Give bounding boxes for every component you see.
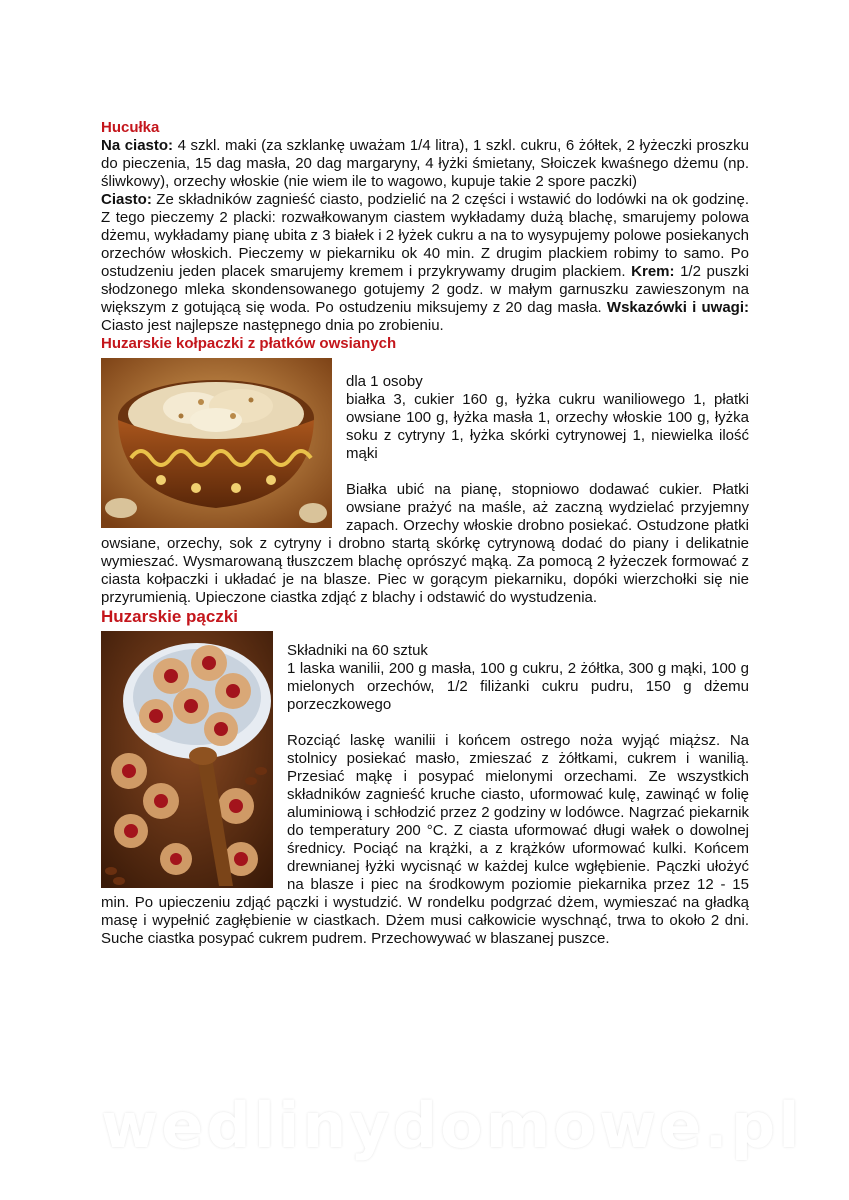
recipe-paczki: [101, 607, 749, 948]
photo-oat-cookies-bowl: [101, 358, 332, 528]
recipe-title-kolpaczki: Huzarskie kołpaczki z płatków owsianych: [101, 335, 397, 352]
method-text: Rozciąć laskę wanilii i końcem ostrego noża wyjąć miąższ. Na stolnicy posiekać masło, zmieszać z żółtkami, cukrem i wanilią. Przesiać mąkę i posypać mielonymi orzechami. Ze wszystkich składników zagnieść kruche ciasto, uformować kulę, zawinąć w folię aluminiową i schłodzić przez 2 godziny w lodówce. Nagrzać piekarnik do temperatury 200 °C. Z ciasta uformować długi wałek o dowolnej średnicy. Pociąć na krążki, a z krążków uformować kulki. Końcem drewnianej łyżki wycisnąć w każdej kulce wgłębienie. Pączki ułożyć na blasze i piec na środkowym poziomie piekarnika przez 12 - 15 min. Po upieczeniu zdjąć pączki i wystudzić. W rondelku podgrzać dżem, wymieszać na gładką masę i wypełnić zagłębienie w ciastkach. Dżem musi całkowicie wyschnąć, trwa to około 2 dni. Suche ciastka posypać cukrem pudrem. Przechowywać w blaszanej puszce.: [101, 732, 749, 947]
method-paragraph: [101, 191, 749, 335]
photo-jam-cookies: [101, 631, 273, 888]
ingredients-text: 1 laska wanilii, 200 g masła, 100 g cukru, 2 żółtka, 300 g mąki, 100 g mielonych orzechów, 1/2 filiżanki cukru pudru, 150 g dżemu porzeczkowego: [287, 660, 749, 713]
recipe-title-paczki: Huzarskie pączki: [101, 607, 239, 626]
recipe-title-huculka: Hucułka: [101, 119, 160, 136]
cream-text: 1/2 puszki słodzonego mleka skondensowanego gotujemy 2 godz. w małym garnuszku zawieszonym na większym z gotującą się woda. Po ostudzeniu miksujemy z 20 dag masła.: [101, 263, 749, 316]
servings-text: Składniki na 60 sztuk: [287, 642, 428, 659]
ingredients-label: Na ciasto:: [101, 137, 174, 154]
servings-text: dla 1 osoby: [346, 373, 423, 390]
recipe-kolpaczki: [101, 335, 749, 607]
method-text: Białka ubić na pianę, stopniowo dodawać cukier. Płatki owsiane prażyć na maśle, aż zaczną wydzielać przyjemny zapach. Orzechy włoskie drobno posiekać. Ostudzone płatki owsiane, orzechy, sok z cytryny i drobno startą skórkę cytrynową dodać do piany i delikatnie wymieszać. Wysmarowaną tłuszczem blachę oprószyć mąką. Za pomocą 2 łyżeczek formować z ciasta kołpaczki i układać je na blasze. Piec w gorącym piekarniku, dopóki wierzchołki się nie przyrumienią. Upieczone ciastka zdjąć z blachy i odstawić do wystudzenia.: [101, 481, 749, 606]
tips-label: Wskazówki i uwagi:: [606, 299, 750, 316]
ingredients-text: białka 3, cukier 160 g, łyżka cukru waniliowego 1, płatki owsiane 100 g, łyżka masła 1, orzechy włoskie 100 g, łyżka soku z cytryny 1, łyżka skórki cytrynowej 1, niewielka ilość mąki: [346, 391, 749, 462]
recipe-huculka: [101, 119, 749, 335]
method-label: Ciasto:: [101, 191, 152, 208]
watermark: wedlinydomowe.pl: [101, 1089, 803, 1162]
ingredients-text: 4 szkl. maki (za szklankę uważam 1/4 litra), 1 szkl. cukru, 6 żółtek, 2 łyżeczki proszku do pieczenia, 15 dag masła, 20 dag margaryny, 4 łyżki śmietany, Słoiczek kwaśnego dżemu (np. śliwkowy), orzechy włoskie (nie wiem ile to wagowo, kupuje takie 2 spore paczki): [101, 137, 749, 190]
cream-label: Krem:: [631, 263, 675, 280]
method-text: Ze składników zagnieść ciasto, podzielić na 2 części i wstawić do lodówki na ok godzinę. Z tego pieczemy 2 placki: rozwałkowanym ciastem wykładamy dużą blachę, smarujemy polowa dżemu, wykładamy pianę ubita z 3 białek i 2 łyżek cukru a na to wysypujemy polowe posiekanych orzechów włoskich. Pieczemy w piekarniku ok 40 min. Z drugim plackiem robimy to samo. Po ostudzeniu jeden placek smarujemy kremem i przykrywamy drugim plackiem.: [101, 191, 749, 280]
tips-text: Ciasto jest najlepsze następnego dnia po zrobieniu.: [101, 317, 444, 334]
recipe-content: [101, 119, 749, 948]
ingredients-paragraph: [101, 137, 749, 191]
